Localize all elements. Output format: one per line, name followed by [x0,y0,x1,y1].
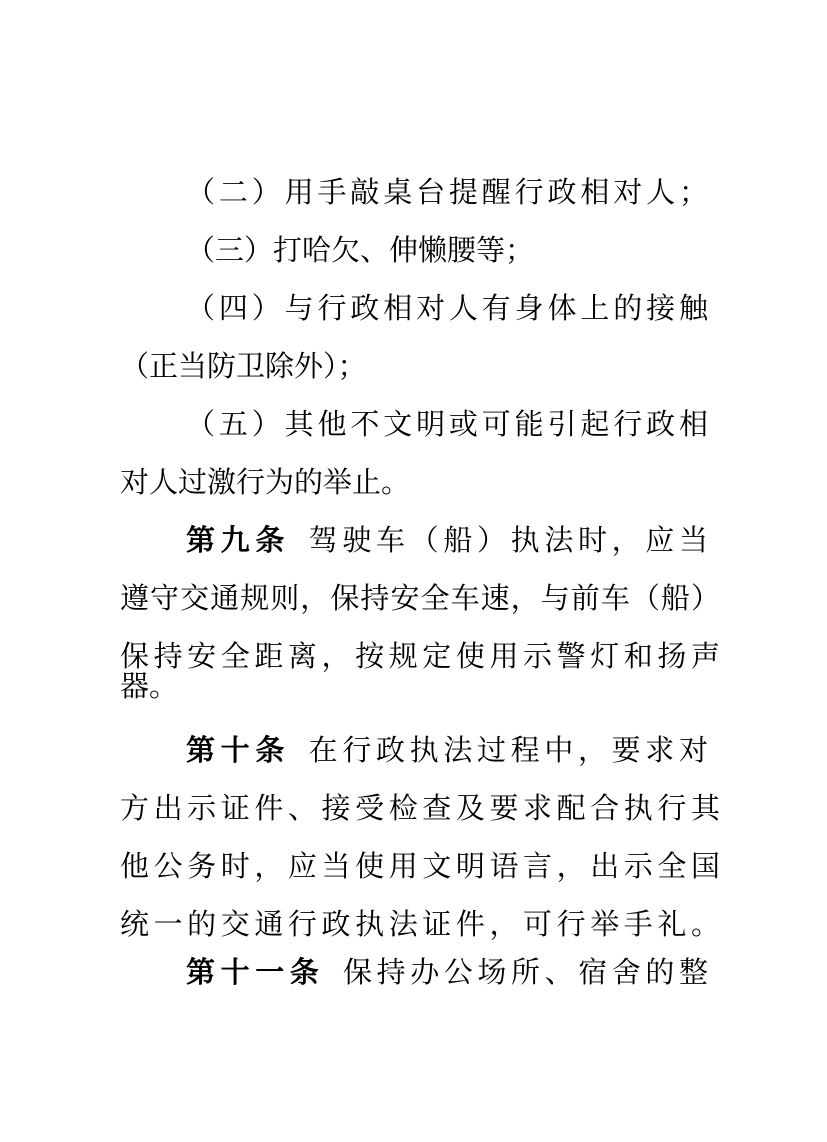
article-10-line-1 [186,728,708,772]
article-10-text-3: 他公务时，应当使用文明语言，出示全国 [120,849,720,883]
article-10-line-3 [120,844,720,888]
item-3-label: （三） [186,233,274,267]
item-5-label: （五） [186,407,285,441]
item-4-label: （四） [186,291,285,325]
item-2-text: 用手敲桌台提醒行政相对人； [284,175,708,209]
article-9-text-2: 遵守交通规则，保持安全车速，与前车（船） [120,581,720,615]
item-4-text-2: （正当防卫除外）； [120,349,367,383]
article-10-line-4 [120,902,720,946]
item-4-line-2 [120,344,720,388]
item-3-text: 打哈欠、伸懒腰等； [273,233,535,267]
article-11-line-1 [186,950,708,994]
article-9-heading: 第九条 [186,523,290,557]
item-3-line [186,228,708,272]
article-9-text-1: 驾驶车（船）执法时，应当 [304,523,708,557]
item-4-line-1 [186,286,708,330]
item-2-label: （二） [186,175,285,209]
article-9-line-1 [186,518,708,562]
article-10-text-2: 方出示证件、接受检查及要求配合执行其 [120,791,720,825]
article-11-text-1: 保持办公场所、宿舍的整 [338,955,708,989]
item-5-line-2 [120,460,720,504]
article-9-text-4: 器。 [120,669,179,703]
article-9-line-4 [120,664,720,708]
item-4-text-1: 与行政相对人有身体上的接触 [284,291,708,325]
article-10-text-1: 在行政执法过程中，要求对 [304,733,708,767]
item-2-line [186,170,708,214]
article-10-text-4: 统一的交通行政执法证件，可行举手礼。 [120,907,720,941]
article-9-line-2 [120,576,720,620]
article-9-text-3: 保持安全距离，按规定使用示警灯和扬声 [120,639,720,673]
item-5-line-1 [186,402,708,446]
article-11-heading: 第十一条 [186,955,325,989]
item-5-text-1: 其他不文明或可能引起行政相 [284,407,708,441]
item-5-text-2: 对人过激行为的举止。 [120,465,411,499]
article-10-line-2 [120,786,720,830]
article-10-heading: 第十条 [186,733,290,767]
